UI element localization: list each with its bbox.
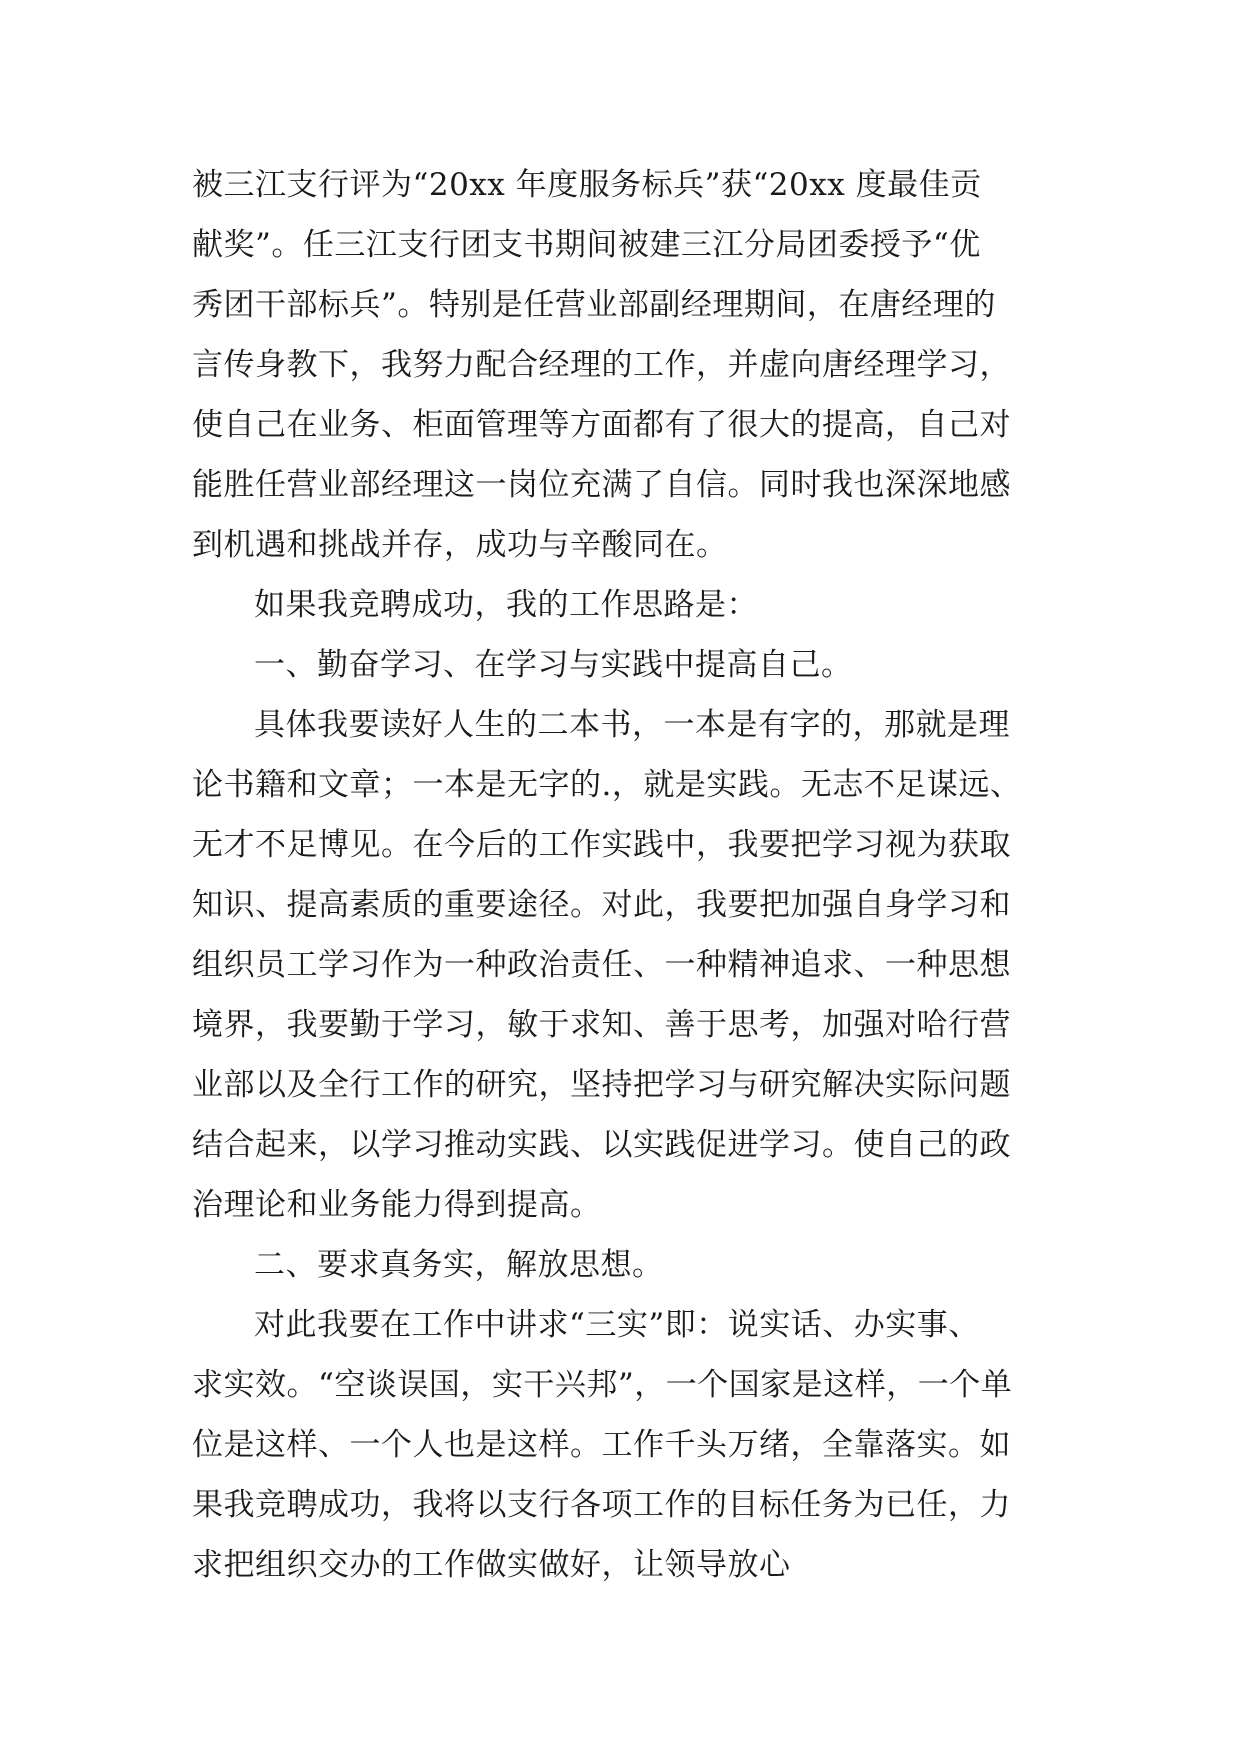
text-line: 位是这样、一个人也是这样。工作千头万绪，全靠落实。如 [192,1427,1011,1463]
text-line: 治理论和业务能力得到提高。 [192,1187,602,1223]
text-line: 秀团干部标兵”。特别是任营业部副经理期间，在唐经理的 [192,287,996,323]
text-line: 业部以及全行工作的研究，坚持把学习与研究解决实际问题 [192,1067,1011,1103]
paragraph-start-line: 具体我要读好人生的二本书，一本是有字的，那就是理 [254,707,1010,743]
text-line: 献奖”。任三江支行团支书期间被建三江分局团委授予“优 [192,227,981,263]
text-line: 结合起来，以学习推动实践、以实践促进学习。使自己的政 [192,1127,1011,1163]
text-line: 境界，我要勤于学习，敏于求知、善于思考，加强对哈行营 [192,1007,1011,1043]
text-line: 使自己在业务、柜面管理等方面都有了很大的提高，自己对 [192,407,1011,443]
text-line: 知识、提高素质的重要途径。对此，我要把加强自身学习和 [192,887,1011,923]
text-line: 到机遇和挑战并存，成功与辛酸同在。 [192,527,728,563]
text-line: 求把组织交办的工作做实做好，让领导放心 [192,1547,791,1583]
document-body [192,155,1050,1595]
text-line: 果我竞聘成功，我将以支行各项工作的目标任务为已任，力 [192,1487,1011,1523]
section-heading-1: 一、勤奋学习、在学习与实践中提高自己。 [254,647,853,683]
text-line: 被三江支行评为“20xx 年度服务标兵”获“20xx 度最佳贡 [192,167,982,203]
section-heading-2: 二、要求真务实，解放思想。 [254,1247,664,1283]
paragraph-start-line: 对此我要在工作中讲求“三实”即：说实话、办实事、 [254,1307,980,1343]
text-line: 组织员工学习作为一种政治责任、一种精神追求、一种思想 [192,947,1011,983]
text-line: 言传身教下，我努力配合经理的工作，并虚向唐经理学习， [192,347,1011,383]
text-line: 求实效。“空谈误国，实干兴邦”，一个国家是这样，一个单 [192,1367,1013,1403]
text-line: 论书籍和文章；一本是无字的.，就是实践。无志不足谋远、 [192,767,1022,803]
text-line: 无才不足博见。在今后的工作实践中，我要把学习视为获取 [192,827,1011,863]
text-line: 能胜任营业部经理这一岗位充满了自信。同时我也深深地感 [192,467,1011,503]
paragraph-heading-line: 如果我竞聘成功，我的工作思路是： [254,587,758,623]
